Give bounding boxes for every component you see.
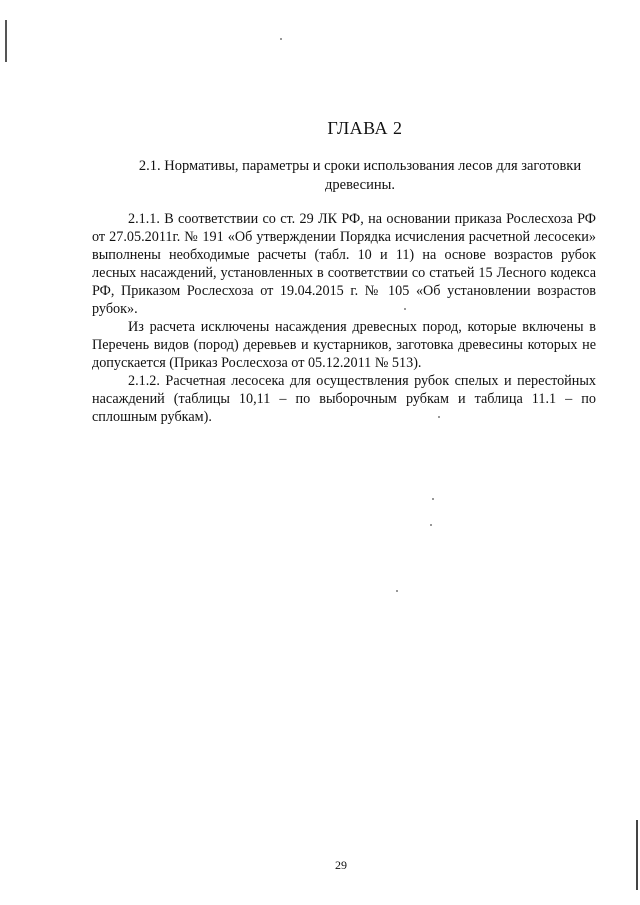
scan-speck — [432, 498, 434, 500]
page-number: 29 — [335, 858, 347, 872]
body-text — [92, 210, 596, 426]
scan-edge-mark — [636, 820, 638, 890]
scan-speck — [430, 524, 432, 526]
chapter-title: ГЛАВА 2 — [327, 118, 403, 138]
paragraph: 2.1.1. В соответствии со ст. 29 ЛК РФ, на основании приказа Рослесхоза РФ от 27.05.2011г. № 191 «Об утверждении Порядка исчисления расчетной лесосеки» выполнены необходимые расчеты (табл. 10 и 11) на основе возрастов рубок лесных насаждений, установленных в соответствии со статьей 15 Лесного кодекса РФ, Приказом Рослесхоза от 19.04.2015 г. № 105 «Об установлении возрастов рубок». — [92, 211, 596, 317]
scan-speck — [280, 38, 282, 40]
section-title: 2.1. Нормативы, параметры и сроки использования лесов для заготовки древесины. — [138, 158, 582, 193]
scan-edge-mark — [5, 20, 7, 62]
paragraph: 2.1.2. Расчетная лесосека для осуществления рубок спелых и перестойных насаждений (таблицы 10,11 – по выборочным рубкам и таблица 11.1 – по сплошным рубкам). — [92, 373, 596, 425]
paragraph: Из расчета исключены насаждения древесных пород, которые включены в Перечень видов (пород) деревьев и кустарников, заготовка древесины которых не допускается (Приказ Рослесхоза от 05.12.2011 № 513). — [92, 319, 596, 371]
scan-speck — [396, 590, 398, 592]
